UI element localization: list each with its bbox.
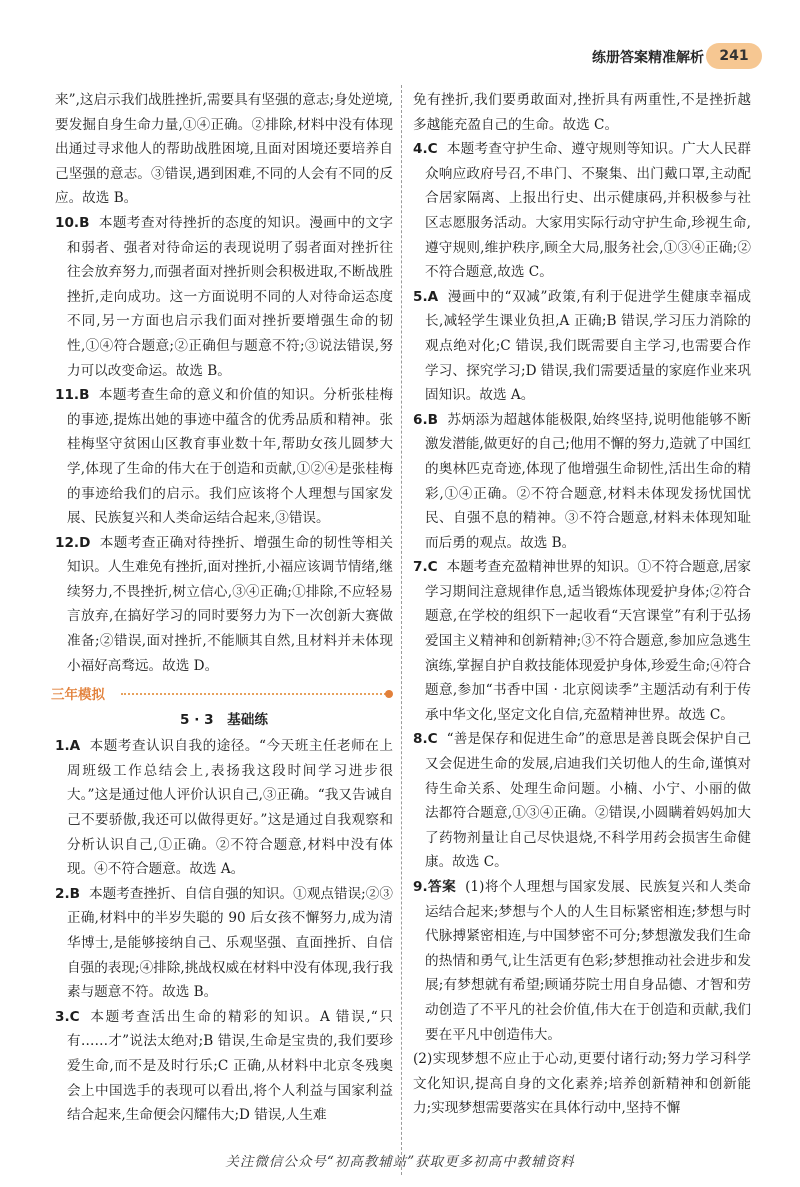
header-title: 练册答案精准解析 — [592, 50, 704, 66]
answer-item — [413, 408, 751, 556]
answer-item — [55, 211, 393, 383]
answer-item — [55, 1005, 393, 1128]
subsection-title: 5 · 3 基础练 — [180, 712, 268, 729]
continued-paragraph: 来”,这启示我们战胜挫折,需要具有坚强的意志;身处逆境,要发掘自身生命力量,①④正确。②排除,材料中没有体现出通过寻求他人的帮助战胜困境,且面对困境还要培养自己坚强的意志。③错误,遇到困难,不同的人会有不同的反应。故选 B。 — [55, 92, 393, 207]
answer-text: 本题考查挫折、自信自强的知识。①观点错误;②③正确,材料中的半岁失聪的 90 后女孩不懈努力,成为清华博士,是能够接纳自己、乐观坚强、直面挫折、自信自强的表现;④排除,挑战权威在材料中没有体现,我行我素与题意不符。故选 B。 — [67, 885, 393, 1001]
answer-label: 7.C — [413, 559, 438, 576]
answer-item — [413, 555, 751, 727]
section-title: 三年模拟 — [51, 687, 105, 704]
answer-text: 本题考查认识自我的途径。“今天班主任老师在上周班级工作总结会上,表扬我这段时间学习进步很大。”这是通过他人评价认识自己,③正确。“我又告诫自己不要骄傲,我还可以做得更好。”这是通过自我观察和分析认识自己,①正确。②不符合题意,材料中没有体现。④不符合题意。故选 A。 — [67, 738, 393, 878]
answer-label: 4.C — [413, 141, 438, 158]
answer-text: 苏炳添为超越体能极限,始终坚持,说明他能够不断激发潜能,做更好的自己;他用不懈的努力,造就了中国红的奥林匹克奇迹,体现了他增强生命韧性,活出生命的精彩,①④正确。②不符合题意,材料未体现发扬忧国忧民、自强不息的精神。③不符合题意,材料未体现知耻而后勇的观点。故选 B。 — [425, 411, 751, 551]
answer-text: 本题考查正确对待挫折、增强生命的韧性等相关知识。人生难免有挫折,面对挫折,小福应该调节情绪,继续努力,不畏挫折,树立信心,③④正确;①排除,不应轻易言放弃,在搞好学习的同时要努力为下一次创新大赛做准备;②错误,面对挫折,不能顺其自然,且材料并未体现小福好高骛远。故选 D。 — [67, 534, 393, 674]
answer-label: 6.B — [413, 411, 438, 428]
left-column — [51, 88, 393, 1128]
answer-label: 2.B — [55, 885, 80, 902]
answer-text: 本题考查活出生命的精彩的知识。A 错误,“只有……才”说法太绝对;B 错误,生命是宝贵的,我们要珍爱生命,而不是及时行乐;C 正确,从材料中北京冬残奥会上中国选手的表现可以看出,将个人利益与国家利益结合起来,生命便会闪耀伟大;D 错误,人生难 — [67, 1008, 393, 1124]
answer-item — [55, 734, 393, 882]
answer-label: 3.C — [55, 1008, 80, 1025]
column-divider — [401, 85, 402, 1175]
continued-paragraph: 免有挫折,我们要勇敢面对,挫折具有两重性,不是挫折越多越能充盈自己的生命。故选 C。 — [413, 92, 751, 133]
answer-label: 8.C — [413, 731, 438, 748]
answer-text: 本题考查充盈精神世界的知识。①不符合题意,居家学习期间注意规律作息,适当锻炼体现爱护身体;②符合题意,在学校的组织下一起收看“天宫课堂”有利于弘扬爱国主义精神和创新精神;③不符合题意,参加应急逃生演练,掌握自护自救技能体现爱护身体,珍爱生命;④符合题意,参加“书香中国 · 北京阅读季”主题活动有利于传承中华文化,坚定文化自信,充盈精神世界。故选 C。 — [425, 559, 751, 723]
section-header — [51, 682, 393, 706]
answer-text: 漫画中的“双减”政策,有利于促进学生健康幸福成长,减轻学生课业负担,A 正确;B 错误,学习压力消除的观点绝对化;C 错误,我们既需要自主学习,也需要合作学习、探究学习;D 错误,我们需要适量的家庭作业来巩固知识。故选 A。 — [425, 288, 751, 404]
answer-label: 1.A — [55, 738, 81, 755]
page-number-badge: 241 — [706, 43, 762, 69]
answer-item — [55, 531, 393, 679]
answer-text: “善是保存和促进生命”的意思是善良既会保护自己又会促进生命的发展,启迪我们关切他人的生命,谨慎对待生命关系、处理生命问题。小楠、小宁、小丽的做法都符合题意,①③④正确。②错误,小圆瞒着妈妈加大了药物剂量让自己尽快退烧,不科学用药会损害生命健康。故选 C。 — [425, 731, 751, 871]
answer-item — [413, 875, 751, 1047]
answer-text: 本题考查生命的意义和价值的知识。分析张桂梅的事迹,提炼出她的事迹中蕴含的优秀品质和精神。张桂梅坚守贫困山区教育事业数十年,帮助女孩儿圆梦大学,体现了生命的伟大在于创造和贡献,①②④是张桂梅的事迹给我们的启示。我们应该将个人理想与国家发展、民族复兴和人类命运结合起来,③错误。 — [67, 387, 393, 527]
answer-text: 本题考查守护生命、遵守规则等知识。广大人民群众响应政府号召,不串门、不聚集、出门戴口罩,主动配合居家隔离、上报出行史、出示健康码,并积极参与社区志愿服务活动。大家用实际行动守护生命,珍视生命,遵守规则,维护秩序,顾全大局,服务社会,①③④正确;②不符合题意,故选 C。 — [425, 141, 751, 281]
answer-label: 11.B — [55, 387, 90, 404]
footer-note: 关注微信公众号“初高教辅站”获取更多初高中教辅资料 — [225, 1154, 575, 1170]
answer-item — [55, 383, 393, 531]
section-dotted-rule — [121, 693, 389, 695]
answer-label: 12.D — [55, 534, 91, 551]
section-end-dot — [385, 690, 393, 698]
answer-label: 10.B — [55, 214, 90, 231]
answer-label: 5.A — [413, 288, 439, 305]
right-column — [413, 88, 751, 1121]
answer-text: (1)将个人理想与国家发展、民族复兴和人类命运结合起来;梦想与个人的人生目标紧密相连;梦想与时代脉搏紧密相连,与中国梦密不可分;梦想激发我们生命的热情和勇气,让生活更有色彩;梦想推动社会进步和发展;有梦想就有希望;顾诵芬院士用自身品德、才智和劳动创造了不平凡的社会价值,伟大在于创造和贡献,我们要在平凡中创造伟大。 — [425, 879, 751, 1043]
answer-item — [55, 882, 393, 1005]
answer-item — [413, 727, 751, 875]
sub-answer-paragraph: (2)实现梦想不应止于心动,更要付诸行动;努力学习科学文化知识,提高自身的文化素养;培养创新精神和创新能力;实现梦想需要落实在具体行动中,坚持不懈 — [413, 1051, 751, 1117]
answer-item — [413, 137, 751, 285]
answer-item — [413, 285, 751, 408]
answer-text: 本题考查对待挫折的态度的知识。漫画中的文字和弱者、强者对待命运的表现说明了弱者面对挫折往往会放弃努力,而强者面对挫折则会积极进取,不断战胜挫折,走向成功。这一方面说明不同的人对待命运态度不同,另一方面也启示我们面对挫折要增强生命的韧性,①④符合题意;②正确但与题意不符;③说法错误,努力可以改变命运。故选 B。 — [67, 214, 393, 379]
answer-label: 9.答案 — [413, 879, 457, 895]
